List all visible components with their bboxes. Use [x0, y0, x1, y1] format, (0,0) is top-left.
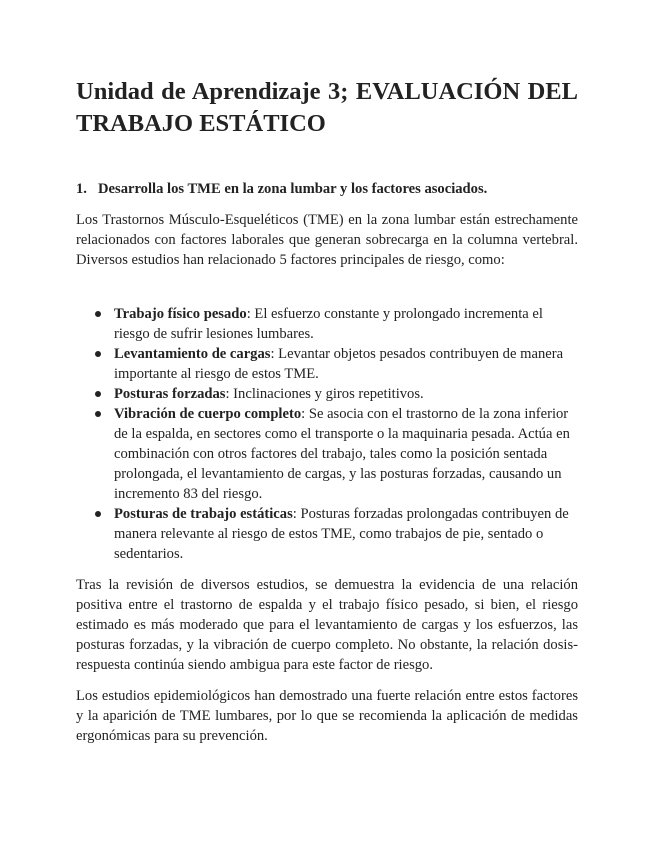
bullet-icon — [95, 411, 101, 417]
factor-description: : Inclinaciones y giros repetitivos. — [225, 386, 424, 402]
factor-description: : Levantar objetos pesados contribuyen de manera importante al riesgo de estos TME. — [114, 346, 564, 382]
factor-term: Posturas de trabajo estáticas — [114, 506, 293, 522]
review-paragraph: Tras la revisión de diversos estudios, se demuestra la evidencia de una relación positiva entre el trastorno de espalda y el trabajo físico pesado, si bien, el riesgo estimado es más moderado que para el levantamiento de cargas y los esfuerzos, las posturas forzadas, y la vibración de cuerpo completo. No obstante, la relación dosis-respuesta continúa siendo ambigua para este factor de riesgo. — [76, 577, 578, 673]
document-title: Unidad de Aprendizaje 3; EVALUACIÓN DEL TRABAJO ESTÁTICO — [76, 78, 578, 137]
bullet-icon — [95, 311, 101, 317]
bullet-icon — [95, 391, 101, 397]
factor-term: Levantamiento de cargas — [114, 346, 271, 362]
risk-factor-list — [76, 304, 578, 564]
list-item — [76, 504, 578, 564]
bullet-icon — [95, 511, 101, 517]
section-heading — [76, 179, 578, 199]
section-heading-text: Desarrolla los TME en la zona lumbar y los factores asociados. — [98, 181, 488, 197]
list-item — [76, 304, 578, 344]
factor-term: Trabajo físico pesado — [114, 306, 247, 322]
factor-description: : Posturas forzadas prolongadas contribuyen de manera relevante al riesgo de estos TME, como trabajos de pie, sentado o sedentarios. — [114, 506, 569, 562]
intro-paragraph: Los Trastornos Músculo-Esqueléticos (TME) en la zona lumbar están estrechamente relacionados con factores laborales que generan sobrecarga en la columna vertebral. Diversos estudios han relacionado 5 factores principales de riesgo, como: — [76, 212, 578, 268]
list-item — [76, 404, 578, 504]
bullet-icon — [95, 351, 101, 357]
factor-term: Posturas forzadas — [114, 386, 226, 402]
conclusion-paragraph: Los estudios epidemiológicos han demostrado una fuerte relación entre estos factores y la aparición de TME lumbares, por lo que se recomienda la aplicación de medidas ergonómicas para su prevención. — [76, 688, 578, 744]
factor-description: : El esfuerzo constante y prolongado incrementa el riesgo de sufrir lesiones lumbares. — [114, 306, 543, 342]
factor-description: : Se asocia con el trastorno de la zona inferior de la espalda, en sectores como el transporte o la maquinaria pesada. Actúa en combinación con otros factores del trabajo, tales como la posición sentada prolongada, el levantamiento de cargas, y las posturas forzadas, causando un incremento 83 del riesgo. — [114, 406, 570, 502]
list-item — [76, 384, 578, 404]
section-number: 1. — [76, 181, 87, 197]
factor-term: Vibración de cuerpo completo — [114, 406, 302, 422]
list-item — [76, 344, 578, 384]
